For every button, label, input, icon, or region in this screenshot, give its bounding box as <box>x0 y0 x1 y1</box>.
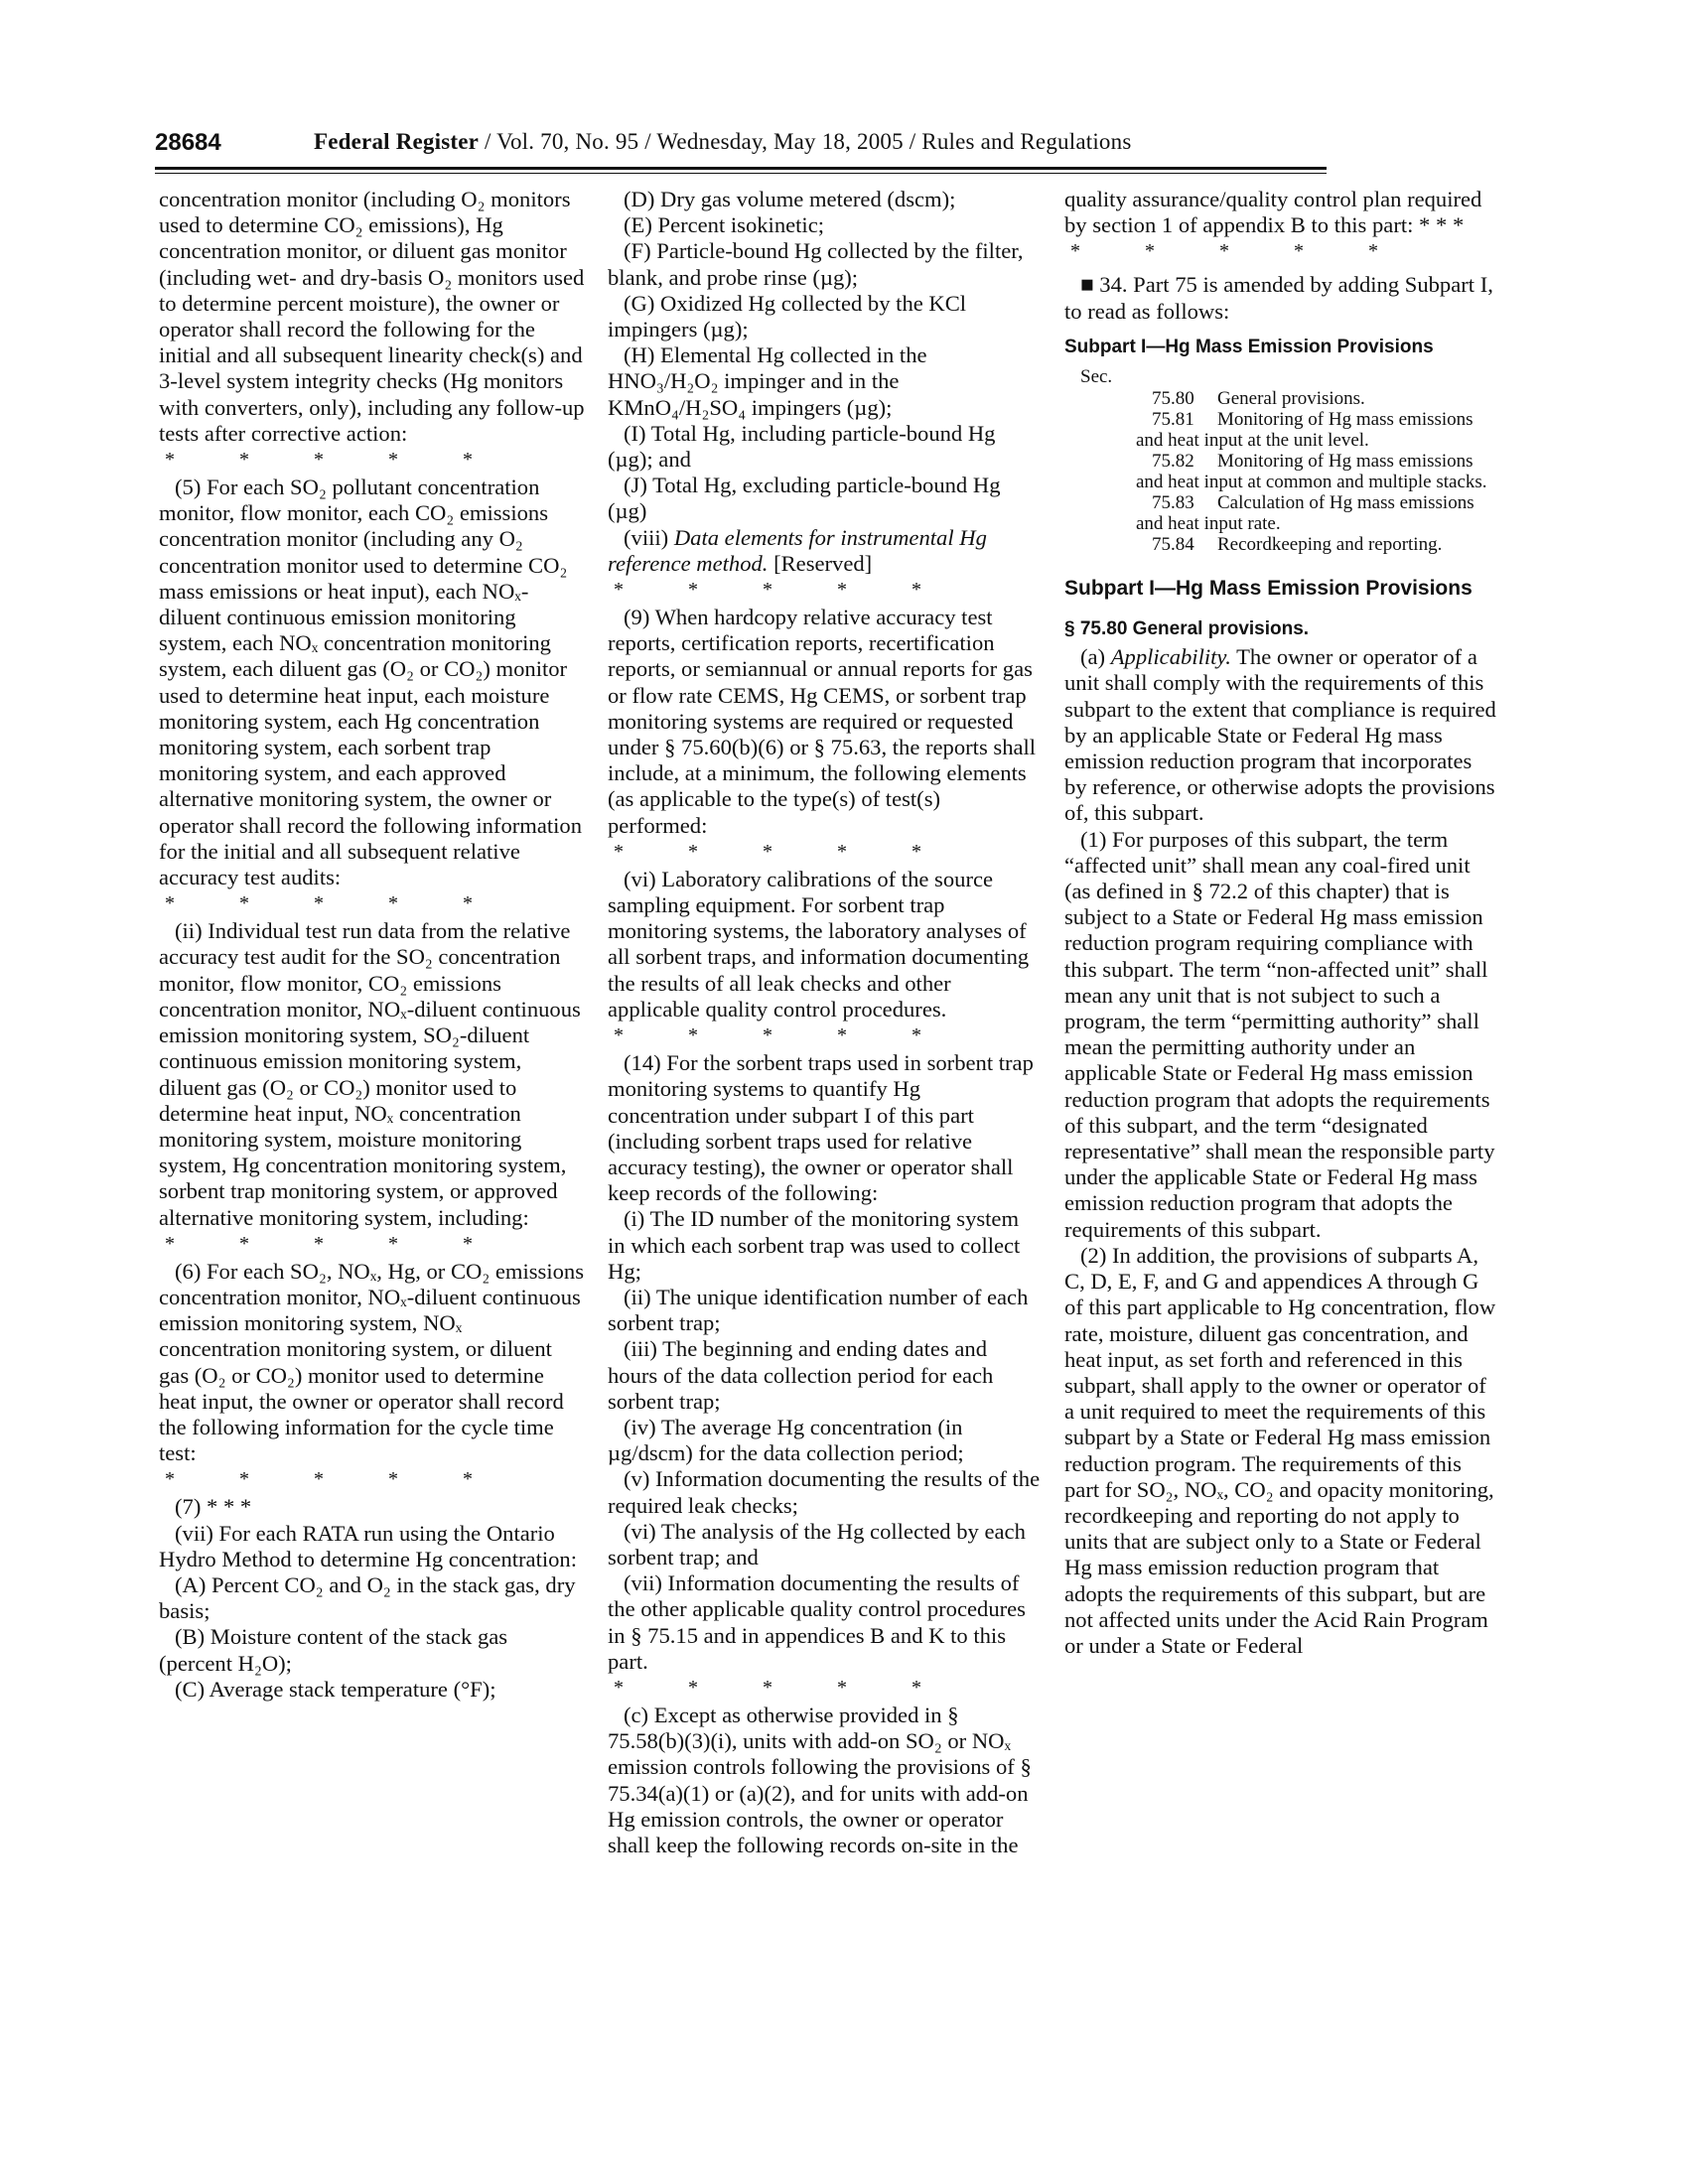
toc-number: 75.83 <box>1152 492 1194 514</box>
header-rule-thick <box>155 167 1327 170</box>
ellipsis-stars: * * * * * <box>614 840 951 863</box>
paragraph-italic: Data elements for instrumental Hg reference method. <box>608 524 987 576</box>
toc-entry <box>1064 388 1497 409</box>
ellipsis-stars: * * * * * <box>614 1676 951 1699</box>
ellipsis-stars: * * * * * <box>165 1232 502 1255</box>
paragraph-lead: (viii) <box>624 524 674 550</box>
toc-sec-label: Sec. <box>1080 366 1113 388</box>
ellipsis-stars: * * * * * <box>1070 240 1408 263</box>
ellipsis-stars: * * * * * <box>165 1468 502 1491</box>
column-3 <box>1064 187 1497 1659</box>
amendatory-instruction: ■ 34. Part 75 is amended by adding Subpart I, to read as follows: <box>1064 272 1493 324</box>
paragraph: (vii) Information documenting the results of the other applicable quality control procedures in § 75.15 and in appendices B and K to this part. <box>608 1570 1026 1674</box>
column-2 <box>608 187 1041 1858</box>
toc-text: Monitoring of Hg mass emissions and heat input at the unit level. <box>1136 409 1474 452</box>
paragraph: (G) Oxidized Hg collected by the KCl impingers (µg); <box>608 290 967 342</box>
publication-name: Federal Register <box>314 129 480 154</box>
toc-number: 75.82 <box>1152 451 1194 473</box>
paragraph: (F) Particle-bound Hg collected by the filter, blank, and probe rinse (µg); <box>608 238 1024 290</box>
paragraph: (c) Except as otherwise provided in § 75.58(b)(3)(i), units with add-on SO₂ or NOₓ emission controls following the provisions of § 75.34(a)(1) or (a)(2), and for units with add-on Hg emission controls, the owner or operator shall keep the following records on-site in the <box>608 1702 1032 1857</box>
toc-text: General provisions. <box>1217 388 1365 410</box>
issue-line: / Vol. 70, No. 95 / Wednesday, May 18, 2005 / Rules and Regulations <box>479 129 1132 154</box>
paragraph: (v) Information documenting the results of the required leak checks; <box>608 1466 1041 1518</box>
paragraph: (1) For purposes of this subpart, the term “affected unit” shall mean any coal-fired unit (as defined in § 72.2 of this chapter) that is subject to a State or Federal Hg mass emission reduction program requiring compliance with this subpart. The term “non-affected unit” shall mean any unit that is not subject to such a program, the term “permitting authority” shall mean the permitting authority under an applicable State or Federal Hg mass emission reduction program that adopts the requirements of this subpart, and the term “designated representative” shall mean the responsible party under the applicable State or Federal Hg mass emission reduction program that adopts the requirements of this subpart. <box>1064 826 1495 1242</box>
running-title <box>314 129 1131 155</box>
paragraph: (D) Dry gas volume metered (dscm); <box>624 187 956 211</box>
paragraph: concentration monitor (including O₂ monitors used to determine CO₂ emissions), Hg concentration monitor, or diluent gas monitor (including wet- and dry-basis O₂ monitors used to determine percent moisture), the owner or operator shall record the following for the initial and all subsequent linearity check(s) and 3-level system integrity checks (Hg monitors with converters, only), including any follow-up tests after corrective action: <box>159 187 585 446</box>
ellipsis-stars: * * * * * <box>614 1024 951 1047</box>
paragraph-lead: (a) <box>1080 644 1111 670</box>
toc-caption: Subpart I—Hg Mass Emission Provisions <box>1064 336 1434 357</box>
paragraph: (vii) For each RATA run using the Ontario Hydro Method to determine Hg concentration: <box>159 1520 578 1571</box>
paragraph <box>608 525 1041 577</box>
paragraph-italic: Applicability. <box>1110 644 1231 670</box>
toc-text: Calculation of Hg mass emissions and heat input rate. <box>1136 492 1474 535</box>
paragraph: (J) Total Hg, excluding particle-bound Hg (µg) <box>608 473 1001 524</box>
paragraph: (B) Moisture content of the stack gas (percent H₂O); <box>159 1624 508 1676</box>
paragraph: quality assurance/quality control plan required by section 1 of appendix B to this part: * * * <box>1064 187 1482 238</box>
paragraph: (vi) Laboratory calibrations of the source sampling equipment. For sorbent trap monitoring systems, the laboratory analyses of all sorbent traps, and information documenting the results of all leak checks and other applicable quality control procedures. <box>608 866 1030 1022</box>
toc-text: Monitoring of Hg mass emissions and heat input at common and multiple stacks. <box>1136 451 1487 493</box>
toc-text: Recordkeeping and reporting. <box>1217 534 1443 556</box>
paragraph: (i) The ID number of the monitoring system in which each sorbent trap was used to collect Hg; <box>608 1206 1021 1284</box>
paragraph: (A) Percent CO₂ and O₂ in the stack gas, dry basis; <box>159 1571 576 1624</box>
paragraph: (vi) The analysis of the Hg collected by each sorbent trap; and <box>608 1518 1026 1570</box>
column-1 <box>159 187 586 1703</box>
paragraph-tail: [Reserved] <box>768 550 873 576</box>
page-number: 28684 <box>155 129 221 156</box>
toc-number: 75.84 <box>1152 534 1194 556</box>
paragraph: (iv) The average Hg concentration (in µg/dscm) for the data collection period; <box>608 1414 964 1466</box>
header-rule-thin <box>155 173 1327 174</box>
paragraph: (C) Average stack temperature (°F); <box>175 1676 496 1702</box>
toc-entry <box>1064 451 1497 492</box>
paragraph: (iii) The beginning and ending dates and hours of the data collection period for each sorbent trap; <box>608 1336 994 1414</box>
paragraph: (14) For the sorbent traps used in sorbent trap monitoring systems to quantify Hg concentration under subpart I of this part (including sorbent traps used for relative accuracy testing), the owner or operator shall keep records of the following: <box>608 1050 1034 1206</box>
paragraph: (2) In addition, the provisions of subparts A, C, D, E, F, and G and appendices A through G of this part applicable to Hg concentration, flow rate, moisture, diluent gas concentration, and heat input, as set forth and referenced in this subpart, shall apply to the owner or operator of a unit required to meet the requirements of this subpart by a State or Federal Hg mass emission reduction program. The requirements of this part for SO₂, NOₓ, CO₂ and opacity monitoring, recordkeeping and reporting do not apply to units that are subject only to a State or Federal Hg mass emission reduction program that adopts the requirements of this subpart, but are not affected units under the Acid Rain Program or under a State or Federal <box>1064 1242 1496 1658</box>
ellipsis-stars: * * * * * <box>165 449 502 472</box>
paragraph: (H) Elemental Hg collected in the HNO₃/H₂O₂ impinger and in the KMnO₄/H₂SO₄ impingers (µg); <box>608 342 927 420</box>
paragraph: (7) * * * <box>175 1494 252 1520</box>
toc-entry <box>1064 534 1497 555</box>
paragraph-tail: The owner or operator of a unit shall comply with the requirements of this subpart to the extent that compliance is required by an applicable State or Federal Hg mass emission reduction program that incorporates by reference, or otherwise adopts the provisions of, this subpart. <box>1064 644 1496 826</box>
toc-entry <box>1064 492 1497 534</box>
toc-number: 75.81 <box>1152 409 1194 431</box>
paragraph: (ii) Individual test run data from the relative accuracy test audit for the SO₂ concentration monitor, flow monitor, CO₂ emissions concentration monitor, NOₓ-diluent continuous emission monitoring system, SO₂-diluent continuous emission monitoring system, diluent gas (O₂ or CO₂) monitor used to determine heat input, NOₓ concentration monitoring system, moisture monitoring system, Hg concentration monitoring system, sorbent trap monitoring system, or approved alternative monitoring system, including: <box>159 918 581 1230</box>
paragraph: (I) Total Hg, including particle-bound Hg (µg); and <box>608 420 996 473</box>
page-header <box>155 129 1327 163</box>
paragraph: (5) For each SO₂ pollutant concentration monitor, flow monitor, each CO₂ emissions concentration monitor (including any O₂ concentration monitor used to determine CO₂ mass emissions or heat input), each NOₓ-diluent continuous emission monitoring system, each NOₓ concentration monitoring system, each diluent gas (O₂ or CO₂) monitor used to determine heat input, each moisture monitoring system, each Hg concentration monitoring system, each sorbent trap monitoring system, and each approved alternative monitoring system, the owner or operator shall record the following information for the initial and all subsequent relative accuracy test audits: <box>159 475 583 890</box>
paragraph: (9) When hardcopy relative accuracy test reports, certification reports, recertification reports, or semiannual or annual reports for gas or flow rate CEMS, Hg CEMS, or sorbent trap monitoring systems are required or requested under § 75.60(b)(6) or § 75.63, the reports shall include, at a minimum, the following elements (as applicable to the type(s) of test(s) performed: <box>608 605 1037 838</box>
section-heading: § 75.80 General provisions. <box>1064 618 1310 640</box>
ellipsis-stars: * * * * * <box>165 892 502 915</box>
toc-entry <box>1064 409 1497 451</box>
paragraph: (ii) The unique identification number of each sorbent trap; <box>608 1284 1029 1336</box>
toc-number: 75.80 <box>1152 388 1194 410</box>
paragraph: (6) For each SO₂, NOₓ, Hg, or CO₂ emissions concentration monitor, NOₓ-diluent continuous emission monitoring system, NOₓ concentration monitoring system, or diluent gas (O₂ or CO₂) monitor used to determine heat input, the owner or operator shall record the following information for the cycle time test: <box>159 1258 585 1466</box>
paragraph <box>1064 644 1497 826</box>
subpart-heading: Subpart I—Hg Mass Emission Provisions <box>1064 577 1473 601</box>
ellipsis-stars: * * * * * <box>614 579 951 602</box>
paragraph: (E) Percent isokinetic; <box>624 212 825 238</box>
